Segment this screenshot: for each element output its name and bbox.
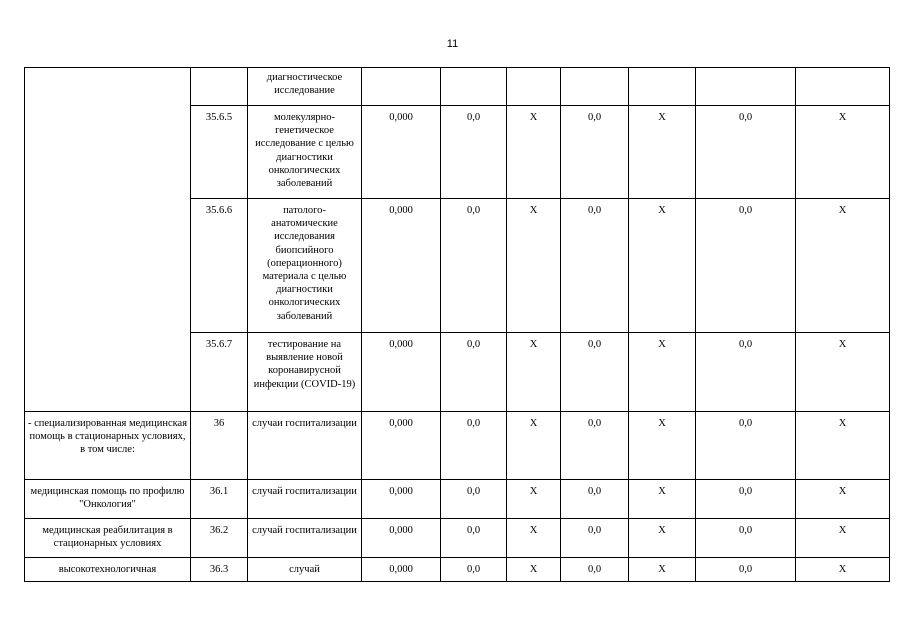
unit-cell: случай госпитализации <box>248 480 362 519</box>
page-number: 11 <box>446 38 459 50</box>
table-row <box>25 412 890 480</box>
code-cell: 36.2 <box>191 519 248 558</box>
indicator-cell: высокотехнологичная <box>25 558 191 582</box>
value-cell <box>629 68 696 106</box>
value-cell <box>561 68 629 106</box>
value-cell: 0,0 <box>441 412 507 480</box>
value-cell <box>696 68 796 106</box>
unit-cell: молекулярно-генетическое исследование с целью диагностики онкологических заболеваний <box>248 106 362 199</box>
value-cell: X <box>507 199 561 333</box>
value-cell: X <box>507 558 561 582</box>
value-cell: X <box>796 333 890 412</box>
data-table <box>24 67 890 582</box>
value-cell: X <box>629 480 696 519</box>
value-cell: X <box>796 199 890 333</box>
value-cell: 0,0 <box>696 519 796 558</box>
value-cell: X <box>629 106 696 199</box>
value-cell: 0,0 <box>696 480 796 519</box>
value-cell: 0,0 <box>441 199 507 333</box>
code-cell <box>191 68 248 106</box>
unit-cell: случай госпитализации <box>248 519 362 558</box>
value-cell: X <box>507 412 561 480</box>
value-cell: X <box>629 558 696 582</box>
value-cell: 0,0 <box>441 480 507 519</box>
indicator-cell: медицинская реабилитация в стационарных условиях <box>25 519 191 558</box>
code-cell: 35.6.5 <box>191 106 248 199</box>
value-cell: 0,0 <box>441 333 507 412</box>
value-cell: 0,0 <box>441 558 507 582</box>
unit-cell: диагностическое исследование <box>248 68 362 106</box>
code-cell: 35.6.7 <box>191 333 248 412</box>
value-cell <box>507 68 561 106</box>
value-cell: 0,0 <box>696 199 796 333</box>
value-cell: X <box>629 412 696 480</box>
unit-cell: патолого-анатомические исследования биопсийного (операционного) материала с целью диагностики онкологических заболеваний <box>248 199 362 333</box>
value-cell: 0,000 <box>362 412 441 480</box>
value-cell: 0,0 <box>561 199 629 333</box>
value-cell: X <box>796 480 890 519</box>
value-cell: 0,000 <box>362 106 441 199</box>
indicator-cell: - специализированная медицинская помощь в стационарных условиях, в том числе: <box>25 412 191 480</box>
value-cell: X <box>507 106 561 199</box>
value-cell: 0,0 <box>561 480 629 519</box>
value-cell: 0,000 <box>362 519 441 558</box>
value-cell <box>362 68 441 106</box>
value-cell: 0,0 <box>561 333 629 412</box>
code-cell: 35.6.6 <box>191 199 248 333</box>
value-cell: 0,000 <box>362 558 441 582</box>
value-cell: X <box>629 199 696 333</box>
value-cell: X <box>796 412 890 480</box>
unit-cell: случай <box>248 558 362 582</box>
code-cell: 36.1 <box>191 480 248 519</box>
code-cell: 36.3 <box>191 558 248 582</box>
value-cell: X <box>629 333 696 412</box>
value-cell <box>796 68 890 106</box>
code-cell: 36 <box>191 412 248 480</box>
table-row <box>25 68 890 106</box>
value-cell: 0,000 <box>362 480 441 519</box>
value-cell: X <box>507 519 561 558</box>
value-cell: X <box>507 333 561 412</box>
value-cell: 0,000 <box>362 199 441 333</box>
value-cell: 0,0 <box>441 519 507 558</box>
value-cell: 0,0 <box>696 333 796 412</box>
value-cell: 0,0 <box>696 558 796 582</box>
table-row <box>25 519 890 558</box>
value-cell: 0,000 <box>362 333 441 412</box>
value-cell: X <box>507 480 561 519</box>
table-row <box>25 480 890 519</box>
value-cell: X <box>796 558 890 582</box>
value-cell: 0,0 <box>441 106 507 199</box>
value-cell: X <box>796 519 890 558</box>
value-cell: 0,0 <box>696 106 796 199</box>
value-cell <box>441 68 507 106</box>
value-cell: 0,0 <box>561 412 629 480</box>
value-cell: X <box>796 106 890 199</box>
unit-cell: случаи госпитализации <box>248 412 362 480</box>
unit-cell: тестирование на выявление новой коронавирусной инфекции (COVID-19) <box>248 333 362 412</box>
value-cell: 0,0 <box>561 558 629 582</box>
indicator-cell: медицинская помощь по профилю "Онкология" <box>25 480 191 519</box>
indicator-cell <box>25 68 191 412</box>
table-row <box>25 558 890 582</box>
value-cell: X <box>629 519 696 558</box>
value-cell: 0,0 <box>561 519 629 558</box>
value-cell: 0,0 <box>561 106 629 199</box>
value-cell: 0,0 <box>696 412 796 480</box>
